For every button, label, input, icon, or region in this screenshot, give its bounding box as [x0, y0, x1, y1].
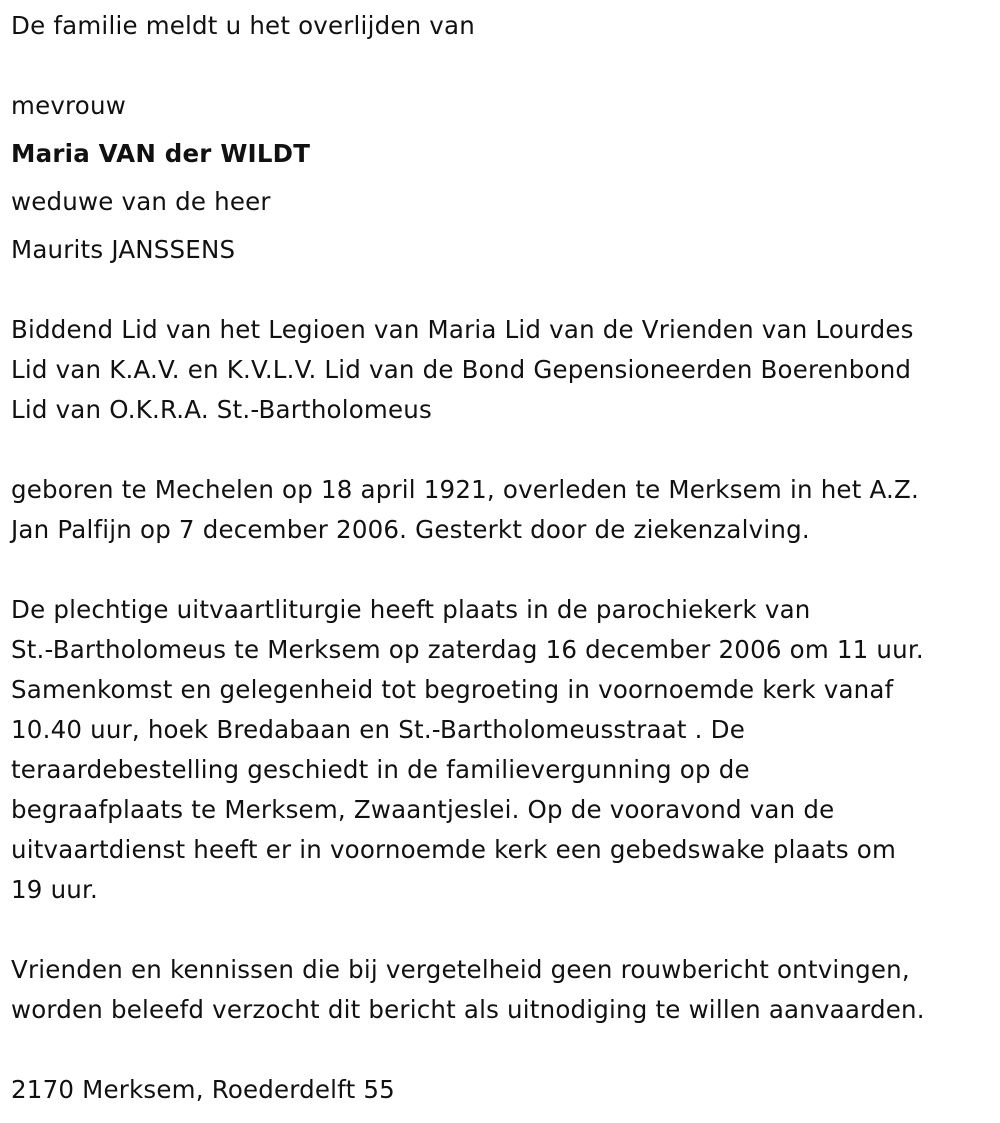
funeral-line: De plechtige uitvaartliturgie heeft plaats in de parochiekerk van — [11, 595, 811, 624]
birth-death-line: geboren te Mechelen op 18 april 1921, overleden te Merksem in het A.Z. — [11, 475, 919, 504]
funeral-line: teraardebestelling geschiedt in de familievergunning op de — [11, 755, 750, 784]
closing-line: worden beleefd verzocht dit bericht als uitnodiging te willen aanvaarden. — [11, 995, 925, 1024]
membership-line: Biddend Lid van het Legioen van Maria Lid van de Vrienden van Lourdes — [11, 315, 914, 344]
intro-text: De familie meldt u het overlijden van — [11, 11, 475, 40]
closing-line: Vrienden en kennissen die bij vergetelheid geen rouwbericht ontvingen, — [11, 955, 910, 984]
funeral-line: Samenkomst en gelegenheid tot begroeting in voornoemde kerk vanaf — [11, 675, 894, 704]
membership-line: Lid van K.A.V. en K.V.L.V. Lid van de Bond Gepensioneerden Boerenbond — [11, 355, 912, 384]
spouse-name: Maurits JANSSENS — [11, 235, 236, 264]
funeral-line: St.-Bartholomeus te Merksem op zaterdag 16 december 2006 om 11 uur. — [11, 635, 924, 664]
funeral-line: begraafplaats te Merksem, Zwaantjeslei. Op de vooravond van de — [11, 795, 835, 824]
birth-death-line: Jan Palfijn op 7 december 2006. Gesterkt door de ziekenzalving. — [11, 515, 810, 544]
address: 2170 Merksem, Roederdelft 55 — [11, 1075, 395, 1104]
funeral-line: uitvaartdienst heeft er in voornoemde kerk een gebedswake plaats om — [11, 835, 897, 864]
funeral-line: 19 uur. — [11, 875, 99, 904]
deceased-name: Maria VAN der WILDT — [11, 139, 311, 168]
membership-line: Lid van O.K.R.A. St.-Bartholomeus — [11, 395, 432, 424]
honorific: mevrouw — [11, 91, 126, 120]
funeral-line: 10.40 uur, hoek Bredabaan en St.-Bartholomeusstraat . De — [11, 715, 745, 744]
relation-text: weduwe van de heer — [11, 187, 271, 216]
